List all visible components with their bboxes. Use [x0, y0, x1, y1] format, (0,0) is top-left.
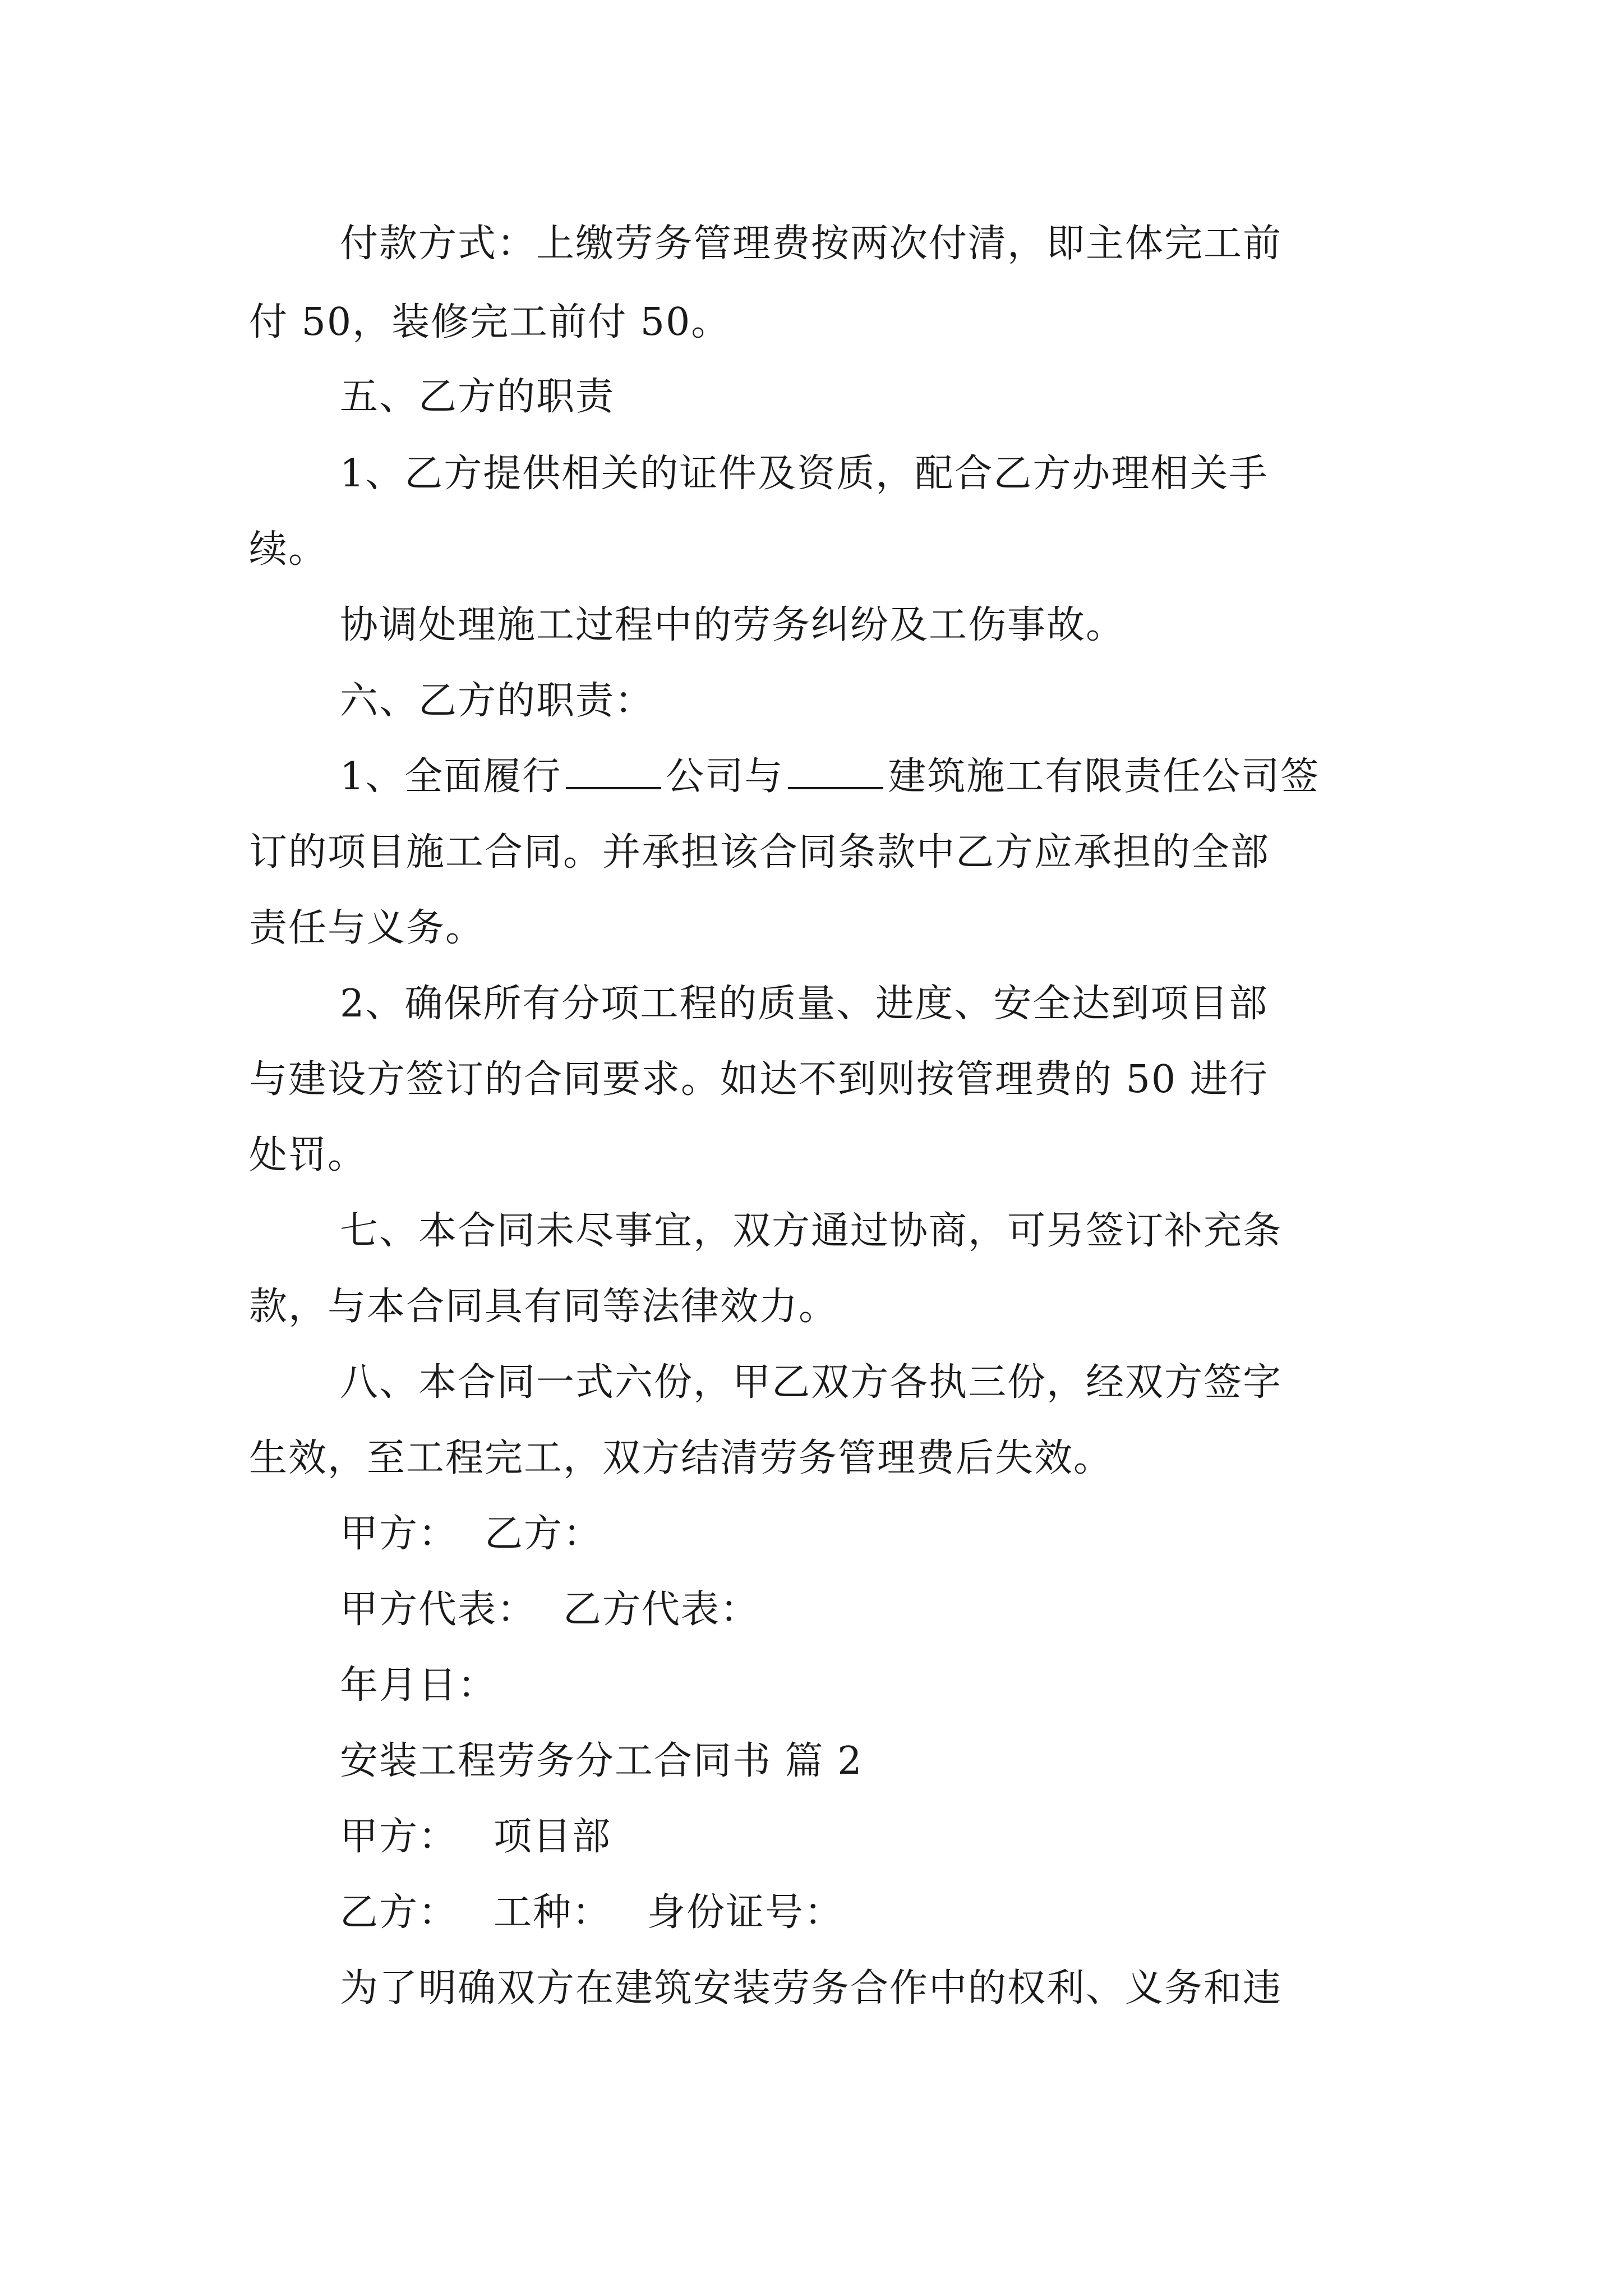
- clause-6-1-text-b: 公司与: [666, 754, 784, 799]
- date-label: 年月日：: [340, 1663, 497, 1708]
- blank-underline: [788, 754, 883, 789]
- section-title: 安装工程劳务分工合同书 篇 2: [340, 1739, 863, 1783]
- signature-parties-line: [340, 1506, 602, 1562]
- blank-underline: [566, 754, 661, 789]
- clause-6-2-line-2: 与建设方签订的合同要求。如达不到则按管理费的 50 进行: [249, 1057, 1269, 1102]
- party-b-line-label: 乙方：: [340, 1890, 458, 1935]
- clause-6-2-line-3: 处罚。: [249, 1133, 367, 1177]
- preamble-line: 为了明确双方在建筑安装劳务合作中的权利、义务和违: [340, 1966, 1283, 2010]
- paragraph-payment-line-2: 付 50，装修完工前付 50。: [249, 300, 731, 344]
- signature-representatives-line: [340, 1582, 759, 1638]
- clause-6-1-line-2: 订的项目施工合同。并承担该合同条款中乙方应承担的全部: [249, 830, 1270, 875]
- party-b-id-label: 身份证号：: [647, 1890, 844, 1935]
- heading-party-b-duties: 五、乙方的职责: [340, 375, 615, 419]
- clause-8-line-1: 八、本合同一式六份，甲乙双方各执三份，经双方签字: [340, 1360, 1283, 1405]
- paragraph-coordination: 协调处理施工过程中的劳务纠纷及工伤事故。: [340, 603, 1126, 647]
- party-b-line: [340, 1885, 843, 1941]
- party-a-line-value: 项目部: [494, 1815, 612, 1859]
- clause-6-1-line-3: 责任与义务。: [249, 906, 485, 950]
- clause-6-2-line-1: 2、确保所有分项工程的质量、进度、安全达到项目部: [340, 982, 1269, 1026]
- party-b-label: 乙方：: [485, 1512, 603, 1556]
- party-b-rep-label: 乙方代表：: [563, 1588, 760, 1632]
- clause-6-1-line-1: [340, 749, 1320, 805]
- clause-1-line-2: 续。: [249, 527, 328, 572]
- party-a-rep-label: 甲方代表：: [340, 1588, 537, 1632]
- party-a-line: [340, 1809, 611, 1865]
- clause-6-1-text-c: 建筑施工有限责任公司签: [888, 754, 1320, 799]
- clause-7-line-2: 款，与本合同具有同等法律效力。: [249, 1285, 838, 1329]
- heading-party-b-duties-2: 六、乙方的职责：: [340, 679, 654, 723]
- party-a-label: 甲方：: [340, 1512, 458, 1556]
- party-b-trade-label: 工种：: [494, 1890, 612, 1935]
- paragraph-payment-line-1: 付款方式：上缴劳务管理费按两次付清，即主体完工前: [340, 222, 1283, 266]
- clause-8-line-2: 生效，至工程完工，双方结清劳务管理费后失效。: [249, 1436, 1113, 1480]
- clause-7-line-1: 七、本合同未尽事宜，双方通过协商，可另签订补充条: [340, 1209, 1283, 1253]
- clause-6-1-text-a: 1、全面履行: [340, 754, 562, 799]
- party-a-line-label: 甲方：: [340, 1815, 458, 1859]
- clause-1-line-1: 1、乙方提供相关的证件及资质，配合乙方办理相关手: [340, 452, 1269, 496]
